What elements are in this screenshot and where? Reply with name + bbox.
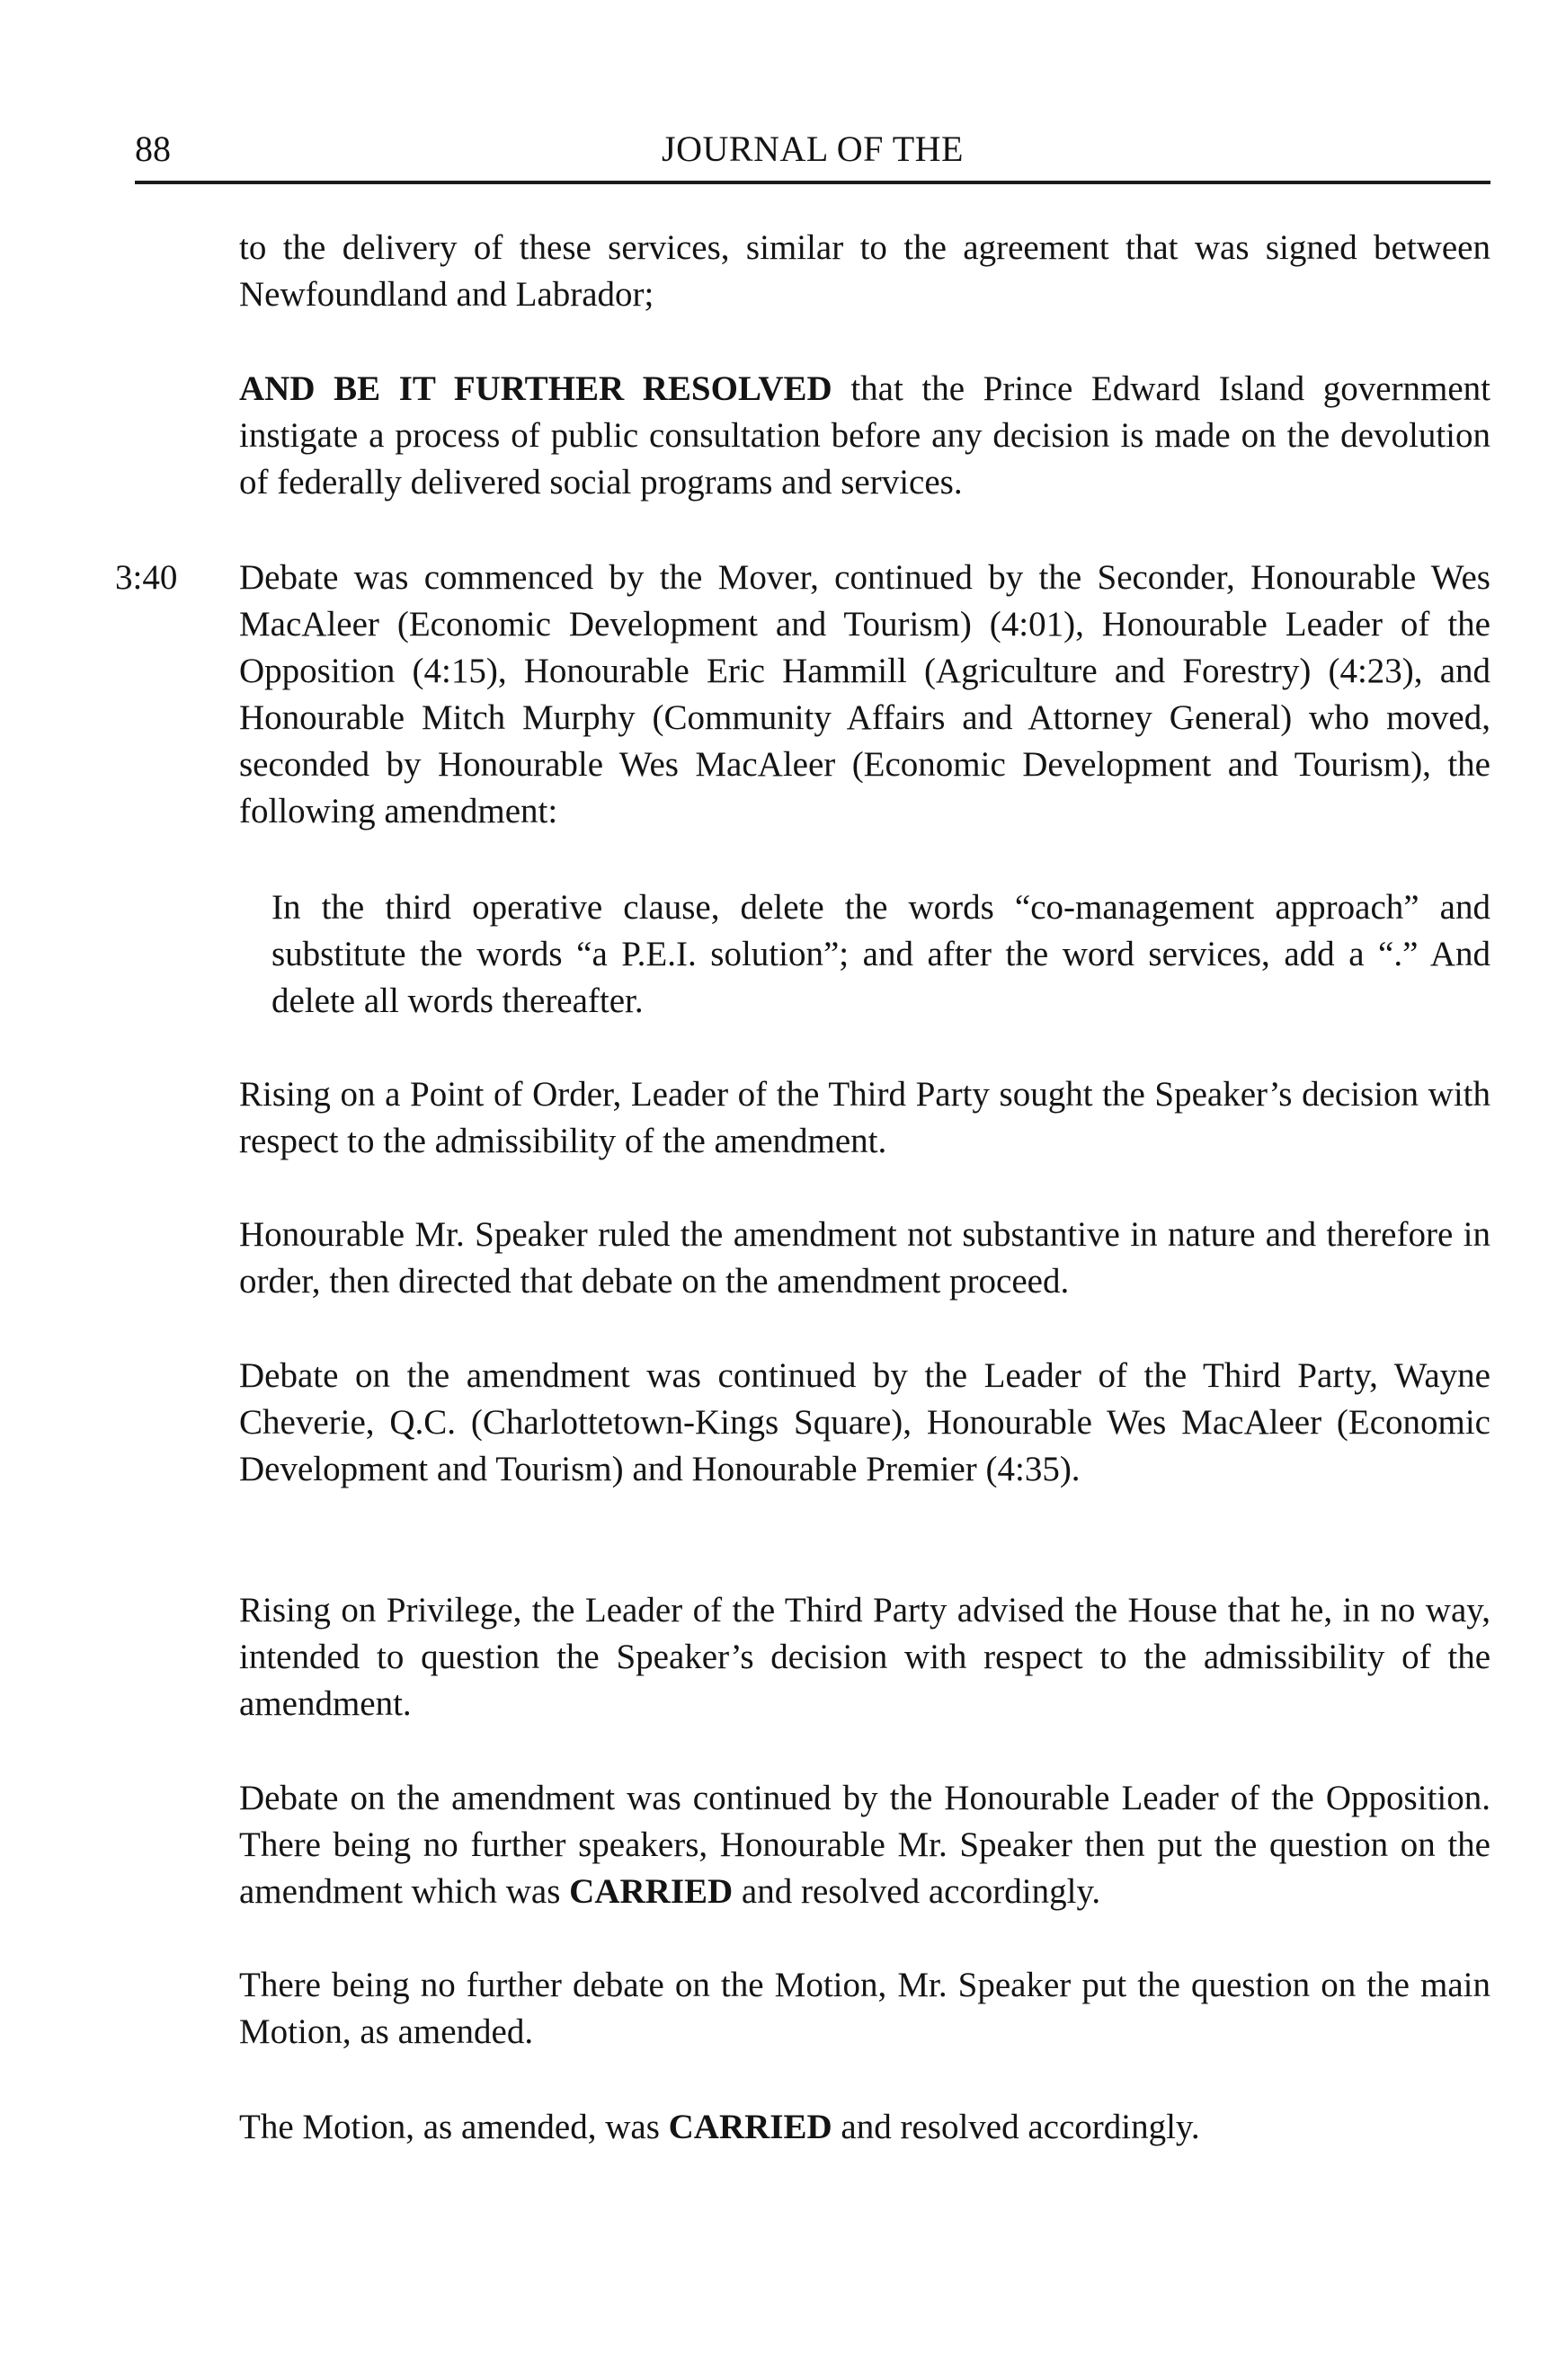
paragraph-services-agreement xyxy=(239,225,1490,318)
carried-label: CARRIED xyxy=(569,1872,734,1911)
paragraph-services-agreement-text: to the delivery of these services, similar to the agreement that was signed between Newfoundland and Labrador; xyxy=(239,228,1490,314)
motion-carried-text-a: The Motion, as amended, was xyxy=(239,2108,669,2146)
amendment-debate-text: Debate on the amendment was continued by the Leader of the Third Party, Wayne Cheverie, Q.C. (Charlottetown-Kings Square), Honourable Wes MacAleer (Economic Development and Tourism) and Honourable Premier (4:35). xyxy=(239,1356,1490,1488)
paragraph-further-resolved xyxy=(239,366,1490,506)
point-of-order-text: Rising on a Point of Order, Leader of the Third Party sought the Speaker’s decision with respect to the admissibility of the amendment. xyxy=(239,1075,1490,1160)
paragraph-amendment-debate xyxy=(239,1353,1490,1493)
main-motion-text: There being no further debate on the Motion, Mr. Speaker put the question on the main Motion, as amended. xyxy=(239,1966,1490,2051)
header-rule xyxy=(135,181,1490,184)
page-header xyxy=(135,126,1490,182)
paragraph-main-motion xyxy=(239,1962,1490,2056)
speaker-ruling-text: Honourable Mr. Speaker ruled the amendment not substantive in nature and therefore in order, then directed that debate on the amendment proceed. xyxy=(239,1215,1490,1301)
amendment-carried-text-b: and resolved accordingly. xyxy=(733,1872,1101,1911)
paragraph-motion-carried xyxy=(239,2104,1490,2151)
paragraph-privilege xyxy=(239,1587,1490,1727)
page-number: 88 xyxy=(135,129,171,169)
paragraph-speaker-ruling xyxy=(239,1212,1490,1305)
further-resolved-text: that the Prince Edward Island government instigate a process of public consultation before any decision is made on the devolution of federally delivered social programs and services. xyxy=(239,369,1490,502)
privilege-text: Rising on Privilege, the Leader of the Third Party advised the House that he, in no way, intended to question the Speaker’s decision with respect to the admissibility of the amendment. xyxy=(239,1591,1490,1723)
amendment-carried-text-a: Debate on the amendment was continued by the Honourable Leader of the Opposition. There being no further speakers, Honourable Mr. Speaker then put the question on the amendment which was xyxy=(239,1779,1490,1911)
running-title: JOURNAL OF THE xyxy=(662,129,964,169)
margin-timestamp: 3:40 xyxy=(115,558,178,597)
further-resolved-heading: AND BE IT FURTHER RESOLVED xyxy=(239,369,832,408)
motion-carried-text-b: and resolved accordingly. xyxy=(832,2108,1200,2146)
paragraph-amendment-carried xyxy=(239,1775,1490,1915)
paragraph-amendment-text xyxy=(271,884,1490,1025)
paragraph-point-of-order xyxy=(239,1071,1490,1165)
debate-commenced-text: Debate was commenced by the Mover, continued by the Seconder, Honourable Wes MacAleer (Economic Development and Tourism) (4:01), Honourable Leader of the Opposition (4:15), Honourable Eric Hammill (Agriculture and Forestry) (4:23), and Honourable Mitch Murphy (Community Affairs and Attorney General) who moved, seconded by Honourable Wes MacAleer (Economic Development and Tourism), the following amendment: xyxy=(239,558,1490,830)
carried-label: CARRIED xyxy=(668,2108,832,2146)
paragraph-debate-commenced xyxy=(239,555,1490,835)
amendment-text: In the third operative clause, delete the words “co-management approach” and substitute the words “a P.E.I. solution”; and after the word services, add a “.” And delete all words thereafter. xyxy=(271,888,1490,1020)
